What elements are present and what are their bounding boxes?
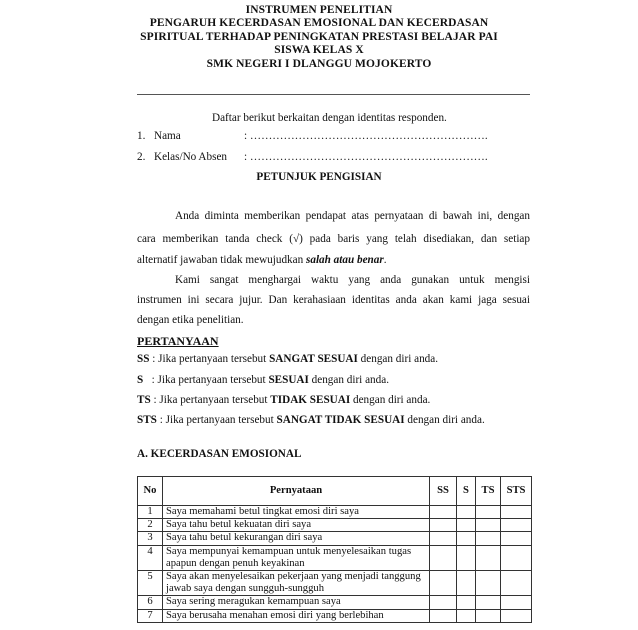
row-number: 5 [138, 571, 163, 596]
answer-ss-cell[interactable] [430, 596, 457, 609]
emphasis-salah-atau-benar: salah atau benar [306, 254, 384, 266]
header-divider [137, 94, 530, 95]
row-statement: Saya berusaha menahan emosi diri yang berlebihan [163, 609, 430, 622]
col-ts: TS [476, 477, 501, 506]
row-statement: Saya tahu betul kekurangan diri saya [163, 532, 430, 545]
section-a-title: A. KECERDASAN EMOSIONAL [137, 448, 302, 460]
row-statement: Saya mempunyai kemampuan untuk menyelesaikan tugas apapun dengan penuh keyakinan [163, 545, 430, 570]
questionnaire-table [137, 476, 532, 623]
field-kelas-input[interactable]: : ………………………………………………………. [244, 151, 488, 163]
legend-s: S : Jika pertanyaan tersebut SESUAI dengan diri anda. [137, 374, 390, 386]
instructions-heading: PETUNJUK PENGISIAN [256, 171, 382, 183]
paragraph-2-line-2: instrumen ini secara jujur. Dan kerahasiaan identitas anda akan kami jaga sesuai [137, 294, 530, 306]
field-nama-label: Nama [154, 130, 181, 142]
answer-sts-cell[interactable] [501, 519, 532, 532]
answer-ss-cell[interactable] [430, 571, 457, 596]
field-kelas-number: 2. [137, 151, 146, 163]
answer-s-cell[interactable] [457, 532, 476, 545]
paragraph-1-line-2: cara memberikan tanda check (√) pada baris yang telah disediakan, dan setiap [137, 233, 530, 245]
answer-ss-cell[interactable] [430, 609, 457, 622]
title-line-3: SPIRITUAL TERHADAP PENINGKATAN PRESTASI BELAJAR PAI [140, 30, 498, 43]
table-row [138, 506, 532, 519]
answer-ss-cell[interactable] [430, 506, 457, 519]
table-row [138, 609, 532, 622]
col-ss: SS [430, 477, 457, 506]
answer-ts-cell[interactable] [476, 532, 501, 545]
answer-sts-cell[interactable] [501, 596, 532, 609]
title-line-5: SMK NEGERI I DLANGGU MOJOKERTO [206, 57, 432, 70]
legend-sts: STS : Jika pertanyaan tersebut SANGAT TIDAK SESUAI dengan diri anda. [137, 414, 485, 426]
pertanyaan-heading: PERTANYAAN [137, 334, 219, 348]
row-number: 3 [138, 532, 163, 545]
row-number: 6 [138, 596, 163, 609]
answer-ts-cell[interactable] [476, 596, 501, 609]
identity-intro: Daftar berikut berkaitan dengan identitas responden. [212, 112, 447, 124]
field-nama-input[interactable]: : ………………………………………………………. [244, 130, 488, 142]
answer-s-cell[interactable] [457, 506, 476, 519]
row-number: 7 [138, 609, 163, 622]
table-row [138, 532, 532, 545]
answer-ss-cell[interactable] [430, 519, 457, 532]
row-statement: Saya sering meragukan kemampuan saya [163, 596, 430, 609]
col-sts: STS [501, 477, 532, 506]
title-line-1: INSTRUMEN PENELITIAN [245, 4, 393, 16]
answer-ts-cell[interactable] [476, 609, 501, 622]
title-line-2: PENGARUH KECERDASAN EMOSIONAL DAN KECERDASAN [149, 17, 489, 30]
row-statement: Saya tahu betul kekuatan diri saya [163, 519, 430, 532]
table-row [138, 596, 532, 609]
row-statement: Saya memahami betul tingkat emosi diri saya [163, 506, 430, 519]
answer-sts-cell[interactable] [501, 609, 532, 622]
answer-sts-cell[interactable] [501, 545, 532, 570]
table-header-row [138, 477, 532, 506]
answer-ts-cell[interactable] [476, 571, 501, 596]
answer-sts-cell[interactable] [501, 571, 532, 596]
row-statement: Saya akan menyelesaikan pekerjaan yang menjadi tanggung jawab saya dengan sungguh-sungguh [163, 571, 430, 596]
paragraph-2-line-3: dengan etika penelitian. [137, 314, 244, 326]
table-row [138, 519, 532, 532]
legend-ts: TS : Jika pertanyaan tersebut TIDAK SESUAI dengan diri anda. [137, 394, 431, 406]
table-row [138, 545, 532, 570]
col-pernyataan: Pernyataan [163, 477, 430, 506]
legend-ss: SS : Jika pertanyaan tersebut SANGAT SESUAI dengan diri anda. [137, 353, 439, 365]
field-kelas-label: Kelas/No Absen [154, 151, 228, 163]
paragraph-1-line-1: Anda diminta memberikan pendapat atas pernyataan di bawah ini, dengan [175, 210, 530, 222]
table-row [138, 571, 532, 596]
field-nama-number: 1. [137, 130, 146, 142]
answer-ss-cell[interactable] [430, 545, 457, 570]
answer-s-cell[interactable] [457, 571, 476, 596]
answer-sts-cell[interactable] [501, 506, 532, 519]
answer-ts-cell[interactable] [476, 545, 501, 570]
answer-ss-cell[interactable] [430, 532, 457, 545]
title-line-4: SISWA KELAS X [274, 44, 364, 57]
answer-s-cell[interactable] [457, 519, 476, 532]
document-title [0, 4, 638, 71]
answer-s-cell[interactable] [457, 596, 476, 609]
row-number: 4 [138, 545, 163, 570]
row-number: 2 [138, 519, 163, 532]
row-number: 1 [138, 506, 163, 519]
answer-ts-cell[interactable] [476, 519, 501, 532]
paragraph-1-line-3: alternatif jawaban tidak mewujudkan salah atau benar. [137, 254, 387, 266]
paragraph-2-line-1: Kami sangat menghargai waktu yang anda gunakan untuk mengisi [175, 274, 530, 286]
answer-ts-cell[interactable] [476, 506, 501, 519]
col-no: No [138, 477, 163, 506]
answer-sts-cell[interactable] [501, 532, 532, 545]
answer-s-cell[interactable] [457, 609, 476, 622]
col-s: S [457, 477, 476, 506]
answer-s-cell[interactable] [457, 545, 476, 570]
